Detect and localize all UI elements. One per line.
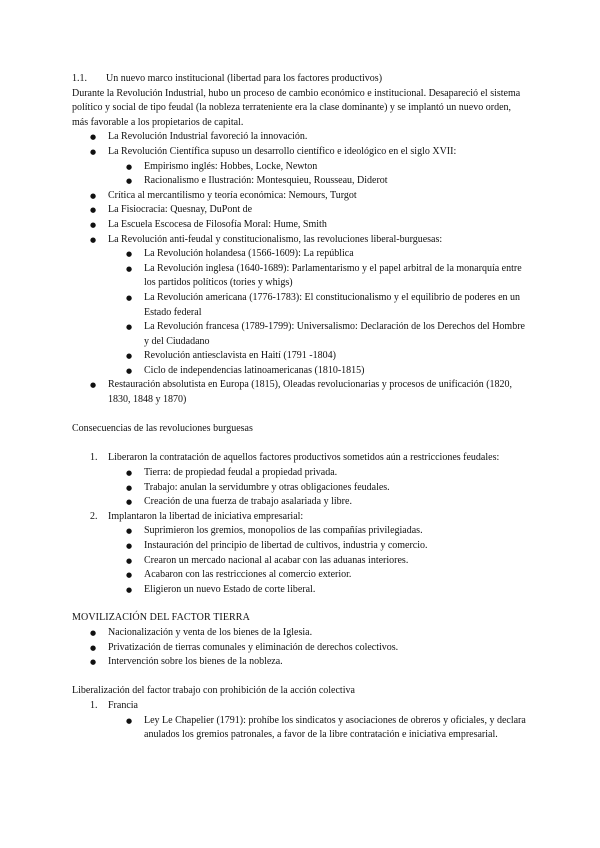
sub-list [108, 524, 528, 597]
sub-list-item: ● Suprimieron los gremios, monopolios de las compañías privilegiadas. [144, 524, 528, 539]
spacer [72, 597, 528, 611]
sub-list-item: ● Eligieron un nuevo Estado de corte liberal. [144, 583, 528, 598]
list-item: ● Nacionalización y venta de los bienes de la Iglesia. [108, 626, 528, 641]
item-number: 1. [90, 452, 98, 464]
list-item-text: Restauración absolutista en Europa (1815), Oleadas revolucionarias y procesos de unificación (1820, 1830, 1848 y 1870) [108, 379, 513, 406]
list-item [108, 145, 528, 189]
list-item: ● Intervención sobre los bienes de la nobleza. [108, 655, 528, 670]
sub-list [108, 714, 528, 743]
list-item [108, 130, 528, 145]
movilizacion-list [72, 626, 528, 670]
list-item-text: La Revolución anti-feudal y constitucionalismo, las revoluciones liberal-burguesas: [108, 233, 443, 245]
movilizacion-title: MOVILIZACIÓN DEL FACTOR TIERRA [72, 612, 250, 624]
spacer [72, 408, 528, 423]
list-item: ● Privatización de tierras comunales y eliminación de derechos colectivos. [108, 641, 528, 656]
sub-list-item: ● Racionalismo e Ilustración: Montesquieu, Rousseau, Diderot [144, 174, 528, 189]
sub-list [108, 247, 528, 378]
liberalizacion-title: Liberalización del factor trabajo con prohibición de la acción colectiva [72, 685, 355, 697]
consecuencias-title: Consecuencias de las revoluciones burguesas [72, 423, 253, 435]
sub-list [108, 160, 528, 189]
sub-list-item: ● La Revolución inglesa (1640-1689): Parlamentarismo y el papel arbitral de la monarquía entre los partidos políticos (tories y whigs) [144, 262, 528, 291]
sub-list-item: ● Instauración del principio de libertad de cultivos, industria y comercio. [144, 539, 528, 554]
section-bullet-list [72, 130, 528, 407]
numbered-item [90, 699, 528, 743]
sub-list-item: ● Ley Le Chapelier (1791): prohíbe los sindicatos y asociaciones de obreros y oficiales, y declara anulados los gremios patronales, a favor de la libre contratación e iniciativa empresarial. [144, 714, 528, 743]
spacer [72, 670, 528, 685]
item-number: 2. [90, 510, 98, 522]
sub-list-item: ● La Revolución americana (1776-1783): El constitucionalismo y el equilibrio de poderes en un Estado federal [144, 291, 528, 320]
item-text: Liberaron la contratación de aquellos factores productivos sometidos aún a restricciones feudales: [108, 452, 500, 464]
intro-paragraph: Durante la Revolución Industrial, hubo un proceso de cambio económico e institucional. Desapareció el sistema político y social de tipo feudal (la nobleza terrateniente era la clase dominante) y se implantó un nuevo orden, más favorable a los propietarios de capital. [72, 87, 521, 128]
list-item-text: La Revolución Científica supuso un desarrollo científico e ideológico en el siglo XVII: [108, 145, 457, 157]
item-text: Implantaron la libertad de iniciativa empresarial: [108, 510, 304, 522]
list-item [108, 233, 528, 379]
sub-list-item: ● Crearon un mercado nacional al acabar con las aduanas interiores. [144, 554, 528, 569]
sub-list-item: ● Acabaron con las restricciones al comercio exterior. [144, 568, 528, 583]
list-item-text: Crítica al mercantilismo y teoría económica: Nemours, Turgot [108, 189, 357, 201]
section-title: Un nuevo marco institucional (libertad para los factores productivos) [106, 73, 383, 84]
list-item-text: La Revolución Industrial favoreció la innovación. [108, 131, 308, 143]
item-number: 1. [90, 699, 98, 711]
list-item [108, 218, 528, 233]
page-content [72, 72, 528, 743]
spacer [72, 437, 528, 452]
sub-list-item: ● La Revolución francesa (1789-1799): Universalismo: Declaración de los Derechos del Hombre y del Ciudadano [144, 320, 528, 349]
sub-list-item: ● Creación de una fuerza de trabajo asalariada y libre. [144, 495, 528, 510]
sub-list-item: ● La Revolución holandesa (1566-1609): La república [144, 247, 528, 262]
list-item [108, 378, 528, 407]
item-text: Francia [108, 699, 138, 711]
sub-list-item: ● Revolución antiesclavista en Haití (1791 -1804) [144, 349, 528, 364]
section-number: 1.1. [72, 73, 87, 84]
section-heading [72, 72, 528, 87]
list-item-text: La Escuela Escocesa de Filosofía Moral: Hume, Smith [108, 218, 327, 230]
sub-list-item: ● Tierra: de propiedad feudal a propiedad privada. [144, 466, 528, 481]
list-item [108, 203, 528, 218]
consecuencias-list [72, 451, 528, 597]
sub-list-item: ● Ciclo de independencias latinoamericanas (1810-1815) [144, 364, 528, 379]
liberalizacion-list [72, 699, 528, 743]
sub-list-item: ● Empirismo inglés: Hobbes, Locke, Newton [144, 160, 528, 175]
sub-list [108, 466, 528, 510]
list-item-text: La Fisiocracia: Quesnay, DuPont de [108, 204, 253, 216]
numbered-item [90, 451, 528, 509]
list-item [108, 189, 528, 204]
sub-list-item: ● Trabajo: anulan la servidumbre y otras obligaciones feudales. [144, 481, 528, 496]
numbered-item [90, 510, 528, 598]
